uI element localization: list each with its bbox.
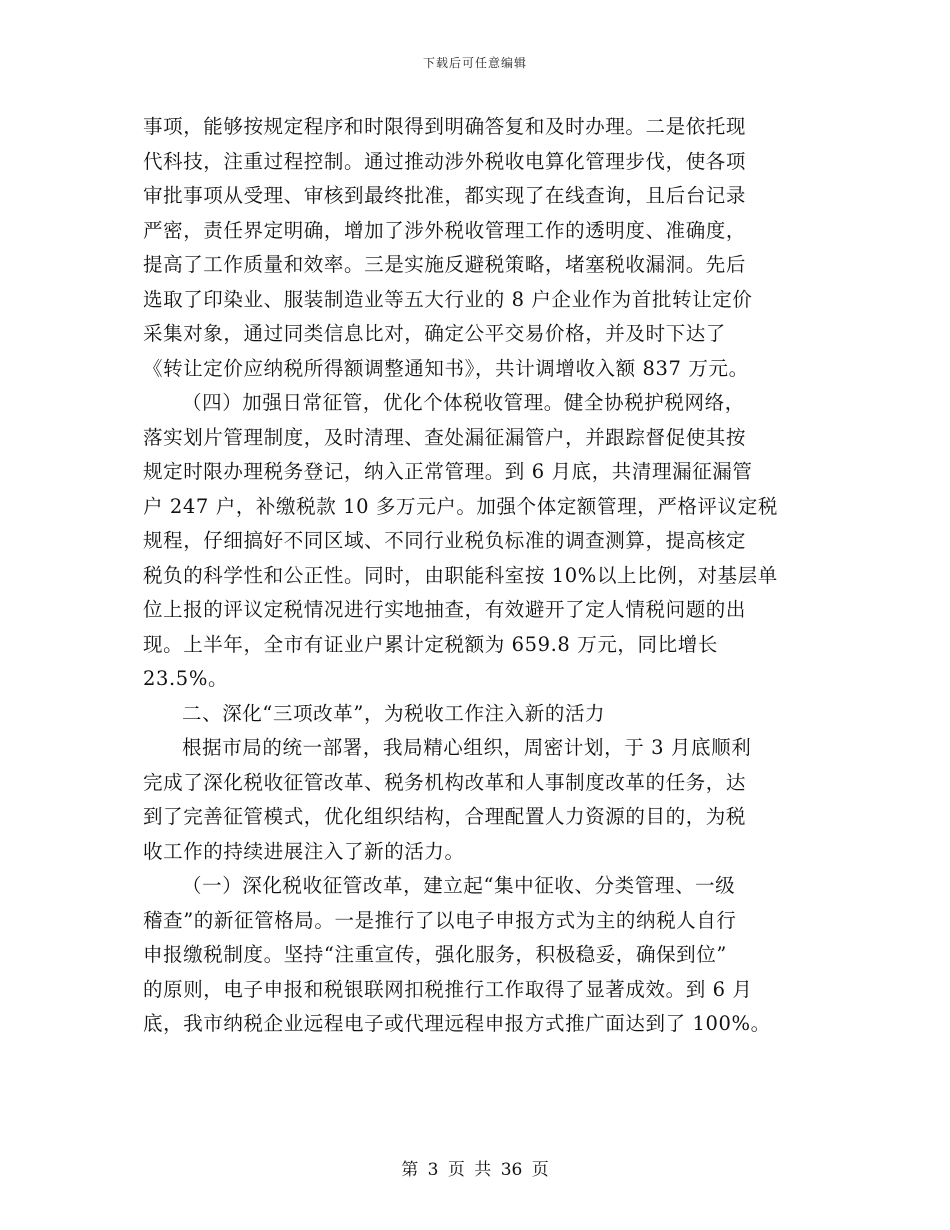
text-line: 稽查”的新征管格局。一是推行了以电子申报方式为主的纳税人自行: [143, 908, 737, 932]
text-line: 的原则，电子申报和税银联网扣税推行工作取得了显著成效。到 6 月: [143, 977, 753, 1001]
text-line: 规定时限办理税务登记，纳入正常管理。到 6 月底，共清理漏征漏管: [143, 460, 753, 483]
text-line: 到了完善征管模式，优化组织结构，合理配置人力资源的目的，为税: [143, 805, 747, 828]
text-line: 《转让定价应纳税所得额调整通知书》，共计调增收入额 837 万元。: [143, 356, 749, 380]
text-line: 位上报的评议定税情况进行实地抽查，有效避开了定人情税问题的出: [143, 598, 747, 621]
text-line: 严密，责任界定明确，增加了涉外税收管理工作的透明度、准确度，: [143, 218, 747, 242]
text-line: （一）深化税收征管改革，建立起“集中征收、分类管理、一级: [182, 874, 736, 897]
body-text: [143, 110, 808, 1042]
text-line: 选取了印染业、服装制造业等五大行业的 8 户企业作为首批转让定价: [143, 287, 753, 311]
text-line: 采集对象，通过同类信息比对，确定公平交易价格，并及时下达了: [143, 322, 726, 345]
text-line: 收工作的持续进展注入了新的活力。: [143, 839, 465, 863]
text-line: 现。上半年，全市有证业户累计定税额为 659.8 万元，同比增长: [143, 632, 718, 656]
text-line: 审批事项从受理、审核到最终批准，都实现了在线查询，且后台记录: [143, 184, 747, 207]
text-line: 事项，能够按规定程序和时限得到明确答复和及时办理。二是依托现: [143, 115, 747, 138]
text-line: 完成了深化税收征管改革、税务机构改革和人事制度改革的任务，达: [143, 770, 747, 794]
page-number: 第 3 页 共 36 页: [401, 1160, 549, 1180]
text-line: 落实划片管理制度，及时清理、查处漏征漏管户，并跟踪督促使其按: [143, 425, 747, 449]
header-note: 下载后可任意编辑: [422, 56, 527, 70]
text-line: 二、深化“三项改革”，为税收工作注入新的活力: [182, 701, 606, 725]
text-line: 税负的科学性和公正性。同时，由职能科室按 10%以上比例，对基层单: [143, 563, 778, 587]
text-line: 23.5%。: [143, 667, 229, 690]
text-line: 提高了工作质量和效率。三是实施反避税策略，堵塞税收漏洞。先后: [143, 253, 747, 276]
text-line: 申报缴税制度。坚持“注重宣传，强化服务，积极稳妥，确保到位”: [143, 943, 727, 966]
text-line: 底，我市纳税企业远程电子或代理远程申报方式推广面达到了 100%。: [143, 1012, 771, 1035]
text-line: 规程，仔细搞好不同区域、不同行业税负标准的调查测算，提高核定: [143, 529, 747, 552]
text-line: 根据市局的统一部署，我局精心组织，周密计划，于 3 月底顺利: [182, 736, 752, 759]
text-line: （四）加强日常征管，优化个体税收管理。健全协税护税网络，: [182, 391, 745, 414]
text-line: 户 247 户，补缴税款 10 多万元户。加强个体定额管理，严格评议定税: [143, 494, 778, 518]
text-line: 代科技，注重过程控制。通过推动涉外税收电算化管理步伐，使各项: [143, 149, 747, 173]
